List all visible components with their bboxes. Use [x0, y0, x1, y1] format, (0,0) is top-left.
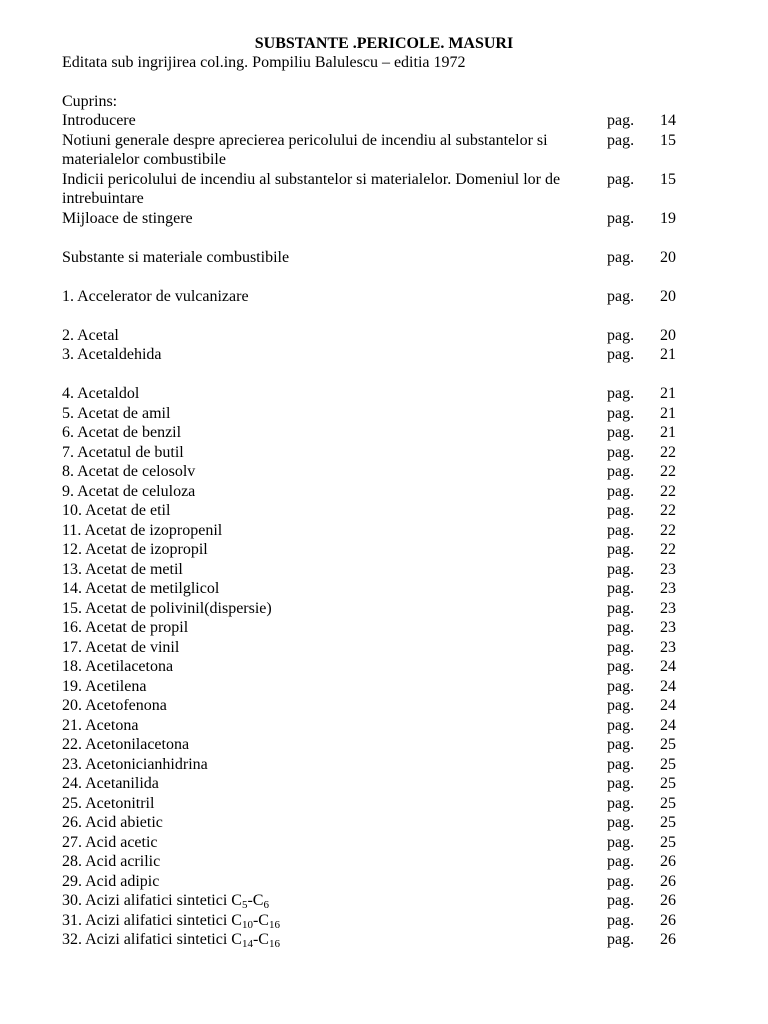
toc-entry: [62, 482, 682, 502]
toc-page-prefix: pag.: [607, 872, 635, 890]
toc-entry-text-mid: -C: [252, 911, 269, 929]
toc-page-number: 23: [660, 580, 676, 597]
toc-entry-text: 26. Acid abietic: [62, 814, 163, 831]
toc-page-number: 15: [660, 170, 676, 188]
toc-entry: [62, 911, 682, 931]
toc-entry: [62, 618, 682, 638]
toc-entry: [62, 735, 682, 755]
toc-entry-text: 16. Acetat de propil: [62, 619, 189, 636]
toc-entry-text: 29. Acid adipic: [62, 872, 160, 890]
toc-entry: [62, 872, 682, 892]
toc-entry-text: 2. Acetal: [62, 326, 119, 344]
toc-page-prefix: pag.: [607, 443, 635, 461]
toc-page-prefix: pag.: [607, 482, 635, 500]
toc-entry-text-mid: -C: [252, 931, 269, 948]
toc-page-number: 21: [660, 346, 676, 363]
toc-page-number: 20: [660, 248, 676, 266]
toc-entry-label: [62, 911, 587, 931]
toc-entry: [62, 404, 682, 424]
toc-page-prefix: pag.: [607, 521, 635, 539]
toc-page-prefix: pag.: [607, 677, 635, 695]
toc-entry-text: 6. Acetat de benzil: [62, 424, 182, 441]
toc-entry: [62, 696, 682, 716]
toc-page-number: 21: [660, 404, 676, 422]
toc-page-prefix: pag.: [607, 931, 635, 948]
toc-entry-text: 18. Acetilacetona: [62, 658, 174, 675]
toc-page-prefix: pag.: [607, 892, 635, 909]
toc-entry: [62, 560, 682, 580]
toc-page-number: 24: [660, 677, 676, 695]
toc-page-number: 25: [660, 794, 676, 812]
contents-heading: Cuprins:: [62, 93, 118, 110]
toc-entry-text: 19. Acetilena: [62, 677, 147, 695]
toc-page-number: 22: [660, 443, 676, 461]
toc-entry-label: [62, 930, 587, 950]
toc-page-number: 20: [660, 287, 676, 305]
toc-entry-text: 17. Acetat de vinil: [62, 638, 180, 656]
toc-page-prefix: pag.: [607, 755, 635, 773]
toc-entry: [62, 833, 682, 853]
toc-page-number: 22: [660, 463, 676, 480]
toc-entry: [62, 423, 682, 443]
toc-page-number: 15: [660, 131, 676, 149]
toc-entry-text: 22. Acetonilacetona: [62, 736, 190, 753]
toc-page-number: 22: [660, 521, 676, 539]
toc-entry-text: 12. Acetat de izopropil: [62, 541, 208, 558]
toc-page-prefix: pag.: [607, 853, 635, 870]
toc-page-prefix: pag.: [607, 287, 635, 305]
toc-page-prefix: pag.: [607, 424, 635, 441]
toc-entry-text: 3. Acetaldehida: [62, 346, 162, 363]
toc-page-number: 25: [660, 755, 676, 773]
toc-entry-text: Indicii pericolului de incendiu al substantelor si materialelor. Domeniul lor de intrebuintare: [62, 170, 561, 207]
toc-entry: [62, 209, 682, 229]
subscript: 5: [241, 899, 248, 911]
toc-entry: [62, 345, 682, 365]
toc-page-prefix: pag.: [607, 736, 635, 753]
toc-page-prefix: pag.: [607, 560, 635, 578]
toc-page-prefix: pag.: [607, 638, 635, 656]
toc-entry-text: 15. Acetat de polivinil(dispersie): [62, 599, 272, 617]
toc-page-prefix: pag.: [607, 209, 635, 227]
table-of-contents: [62, 111, 682, 950]
toc-entry-text: 32. Acizi alifatici sintetici C: [62, 931, 242, 948]
toc-page-prefix: pag.: [607, 833, 635, 851]
toc-page-prefix: pag.: [607, 463, 635, 480]
toc-entry-text: 31. Acizi alifatici sintetici C: [62, 911, 242, 929]
toc-entry-text: 14. Acetat de metilglicol: [62, 580, 220, 597]
toc-entry-text: 25. Acetonitril: [62, 794, 155, 812]
toc-page-prefix: pag.: [607, 502, 635, 519]
toc-page-prefix: pag.: [607, 911, 635, 929]
toc-page-prefix: pag.: [607, 697, 635, 714]
subscript: 6: [263, 899, 269, 911]
toc-page-prefix: pag.: [607, 112, 635, 129]
toc-page-number: 20: [660, 326, 676, 344]
toc-entry: [62, 443, 682, 463]
toc-page-prefix: pag.: [607, 131, 635, 149]
toc-page-prefix: pag.: [607, 346, 635, 363]
toc-entry: [62, 930, 682, 950]
toc-page-number: 23: [660, 560, 676, 578]
toc-entry-text: 1. Accelerator de vulcanizare: [62, 287, 249, 305]
toc-entry: [62, 891, 682, 911]
toc-page-number: 24: [660, 697, 676, 714]
toc-entry-text: 20. Acetofenona: [62, 697, 167, 714]
toc-entry: [62, 501, 682, 521]
toc-page-number: 19: [660, 209, 676, 227]
toc-entry: [62, 716, 682, 736]
toc-entry: [62, 579, 682, 599]
subscript: 16: [268, 918, 280, 931]
toc-page-number: 25: [660, 775, 676, 792]
toc-page-prefix: pag.: [607, 385, 635, 402]
toc-entry-text: 4. Acetaldol: [62, 385, 140, 402]
toc-page-number: 22: [660, 482, 676, 500]
toc-page-number: 22: [660, 502, 676, 519]
toc-page-number: 23: [660, 599, 676, 617]
toc-entry-text: 13. Acetat de metil: [62, 560, 183, 578]
toc-entry: [62, 677, 682, 697]
toc-entry: [62, 111, 682, 131]
toc-entry: [62, 794, 682, 814]
subscript: 10: [241, 918, 253, 931]
toc-entry: [62, 287, 682, 307]
toc-page-number: 24: [660, 658, 676, 675]
toc-entry: [62, 638, 682, 658]
toc-entry: [62, 813, 682, 833]
toc-page-number: 14: [660, 112, 676, 129]
toc-entry-text: 5. Acetat de amil: [62, 404, 171, 422]
toc-page-number: 23: [660, 638, 676, 656]
document-subtitle: Editata sub ingrijirea col.ing. Pompiliu Balulescu – editia 1972: [62, 54, 466, 71]
toc-entry: [62, 170, 682, 209]
toc-page-prefix: pag.: [607, 794, 635, 812]
toc-page-prefix: pag.: [607, 248, 635, 266]
toc-entry-text: Notiuni generale despre aprecierea pericolului de incendiu al substantelor si materialelor combustibile: [62, 131, 548, 168]
document-title: SUBSTANTE .PERICOLE. MASURI: [254, 35, 514, 52]
toc-entry: [62, 521, 682, 541]
toc-entry: [62, 540, 682, 560]
toc-page-number: 25: [660, 736, 676, 753]
toc-page-prefix: pag.: [607, 814, 635, 831]
toc-page-prefix: pag.: [607, 580, 635, 597]
toc-page-number: 26: [660, 872, 676, 890]
toc-entry-text: 10. Acetat de etil: [62, 502, 171, 519]
toc-page-number: 24: [660, 716, 676, 734]
toc-page-prefix: pag.: [607, 170, 635, 188]
toc-entry: [62, 326, 682, 346]
toc-page-prefix: pag.: [607, 716, 635, 734]
toc-entry-label: [62, 891, 587, 911]
toc-page-number: 21: [660, 385, 676, 402]
toc-page-prefix: pag.: [607, 619, 635, 636]
toc-entry: [62, 852, 682, 872]
toc-entry: [62, 131, 682, 170]
toc-page-number: 23: [660, 619, 676, 636]
toc-page-number: 26: [660, 853, 676, 870]
toc-entry-text: 9. Acetat de celuloza: [62, 482, 196, 500]
toc-page-number: 26: [660, 911, 676, 929]
toc-entry-text: 24. Acetanilida: [62, 775, 159, 792]
toc-page-number: 21: [660, 424, 676, 441]
subscript: 14: [241, 938, 253, 950]
toc-entry: [62, 755, 682, 775]
toc-page-number: 25: [660, 833, 676, 851]
toc-entry-text: Introducere: [62, 112, 136, 129]
toc-page-prefix: pag.: [607, 326, 635, 344]
toc-entry-text: 8. Acetat de celosolv: [62, 463, 196, 480]
toc-entry-text: Mijloace de stingere: [62, 209, 193, 227]
toc-page-number: 26: [660, 892, 676, 909]
toc-entry-text: 21. Acetona: [62, 716, 139, 734]
toc-page-prefix: pag.: [607, 404, 635, 422]
toc-page-number: 22: [660, 541, 676, 558]
toc-entry-text: 7. Acetatul de butil: [62, 443, 184, 461]
toc-entry: [62, 248, 682, 268]
toc-page-prefix: pag.: [607, 658, 635, 675]
toc-entry-text: 11. Acetat de izopropenil: [62, 521, 223, 539]
toc-entry: [62, 657, 682, 677]
toc-entry-text: 23. Acetonicianhidrina: [62, 755, 208, 773]
toc-entry: [62, 774, 682, 794]
toc-entry: [62, 384, 682, 404]
toc-page-prefix: pag.: [607, 541, 635, 558]
subscript: 16: [268, 938, 280, 950]
toc-entry-text: Substante si materiale combustibile: [62, 248, 290, 266]
toc-page-prefix: pag.: [607, 599, 635, 617]
toc-page-number: 26: [660, 931, 676, 948]
toc-entry: [62, 462, 682, 482]
toc-entry-text: 27. Acid acetic: [62, 833, 158, 851]
toc-entry: [62, 599, 682, 619]
toc-entry-text: 28. Acid acrilic: [62, 853, 161, 870]
toc-page-prefix: pag.: [607, 775, 635, 792]
toc-page-number: 25: [660, 814, 676, 831]
toc-entry-text: 30. Acizi alifatici sintetici C: [62, 892, 242, 909]
toc-entry-text-mid: -C: [247, 892, 264, 909]
